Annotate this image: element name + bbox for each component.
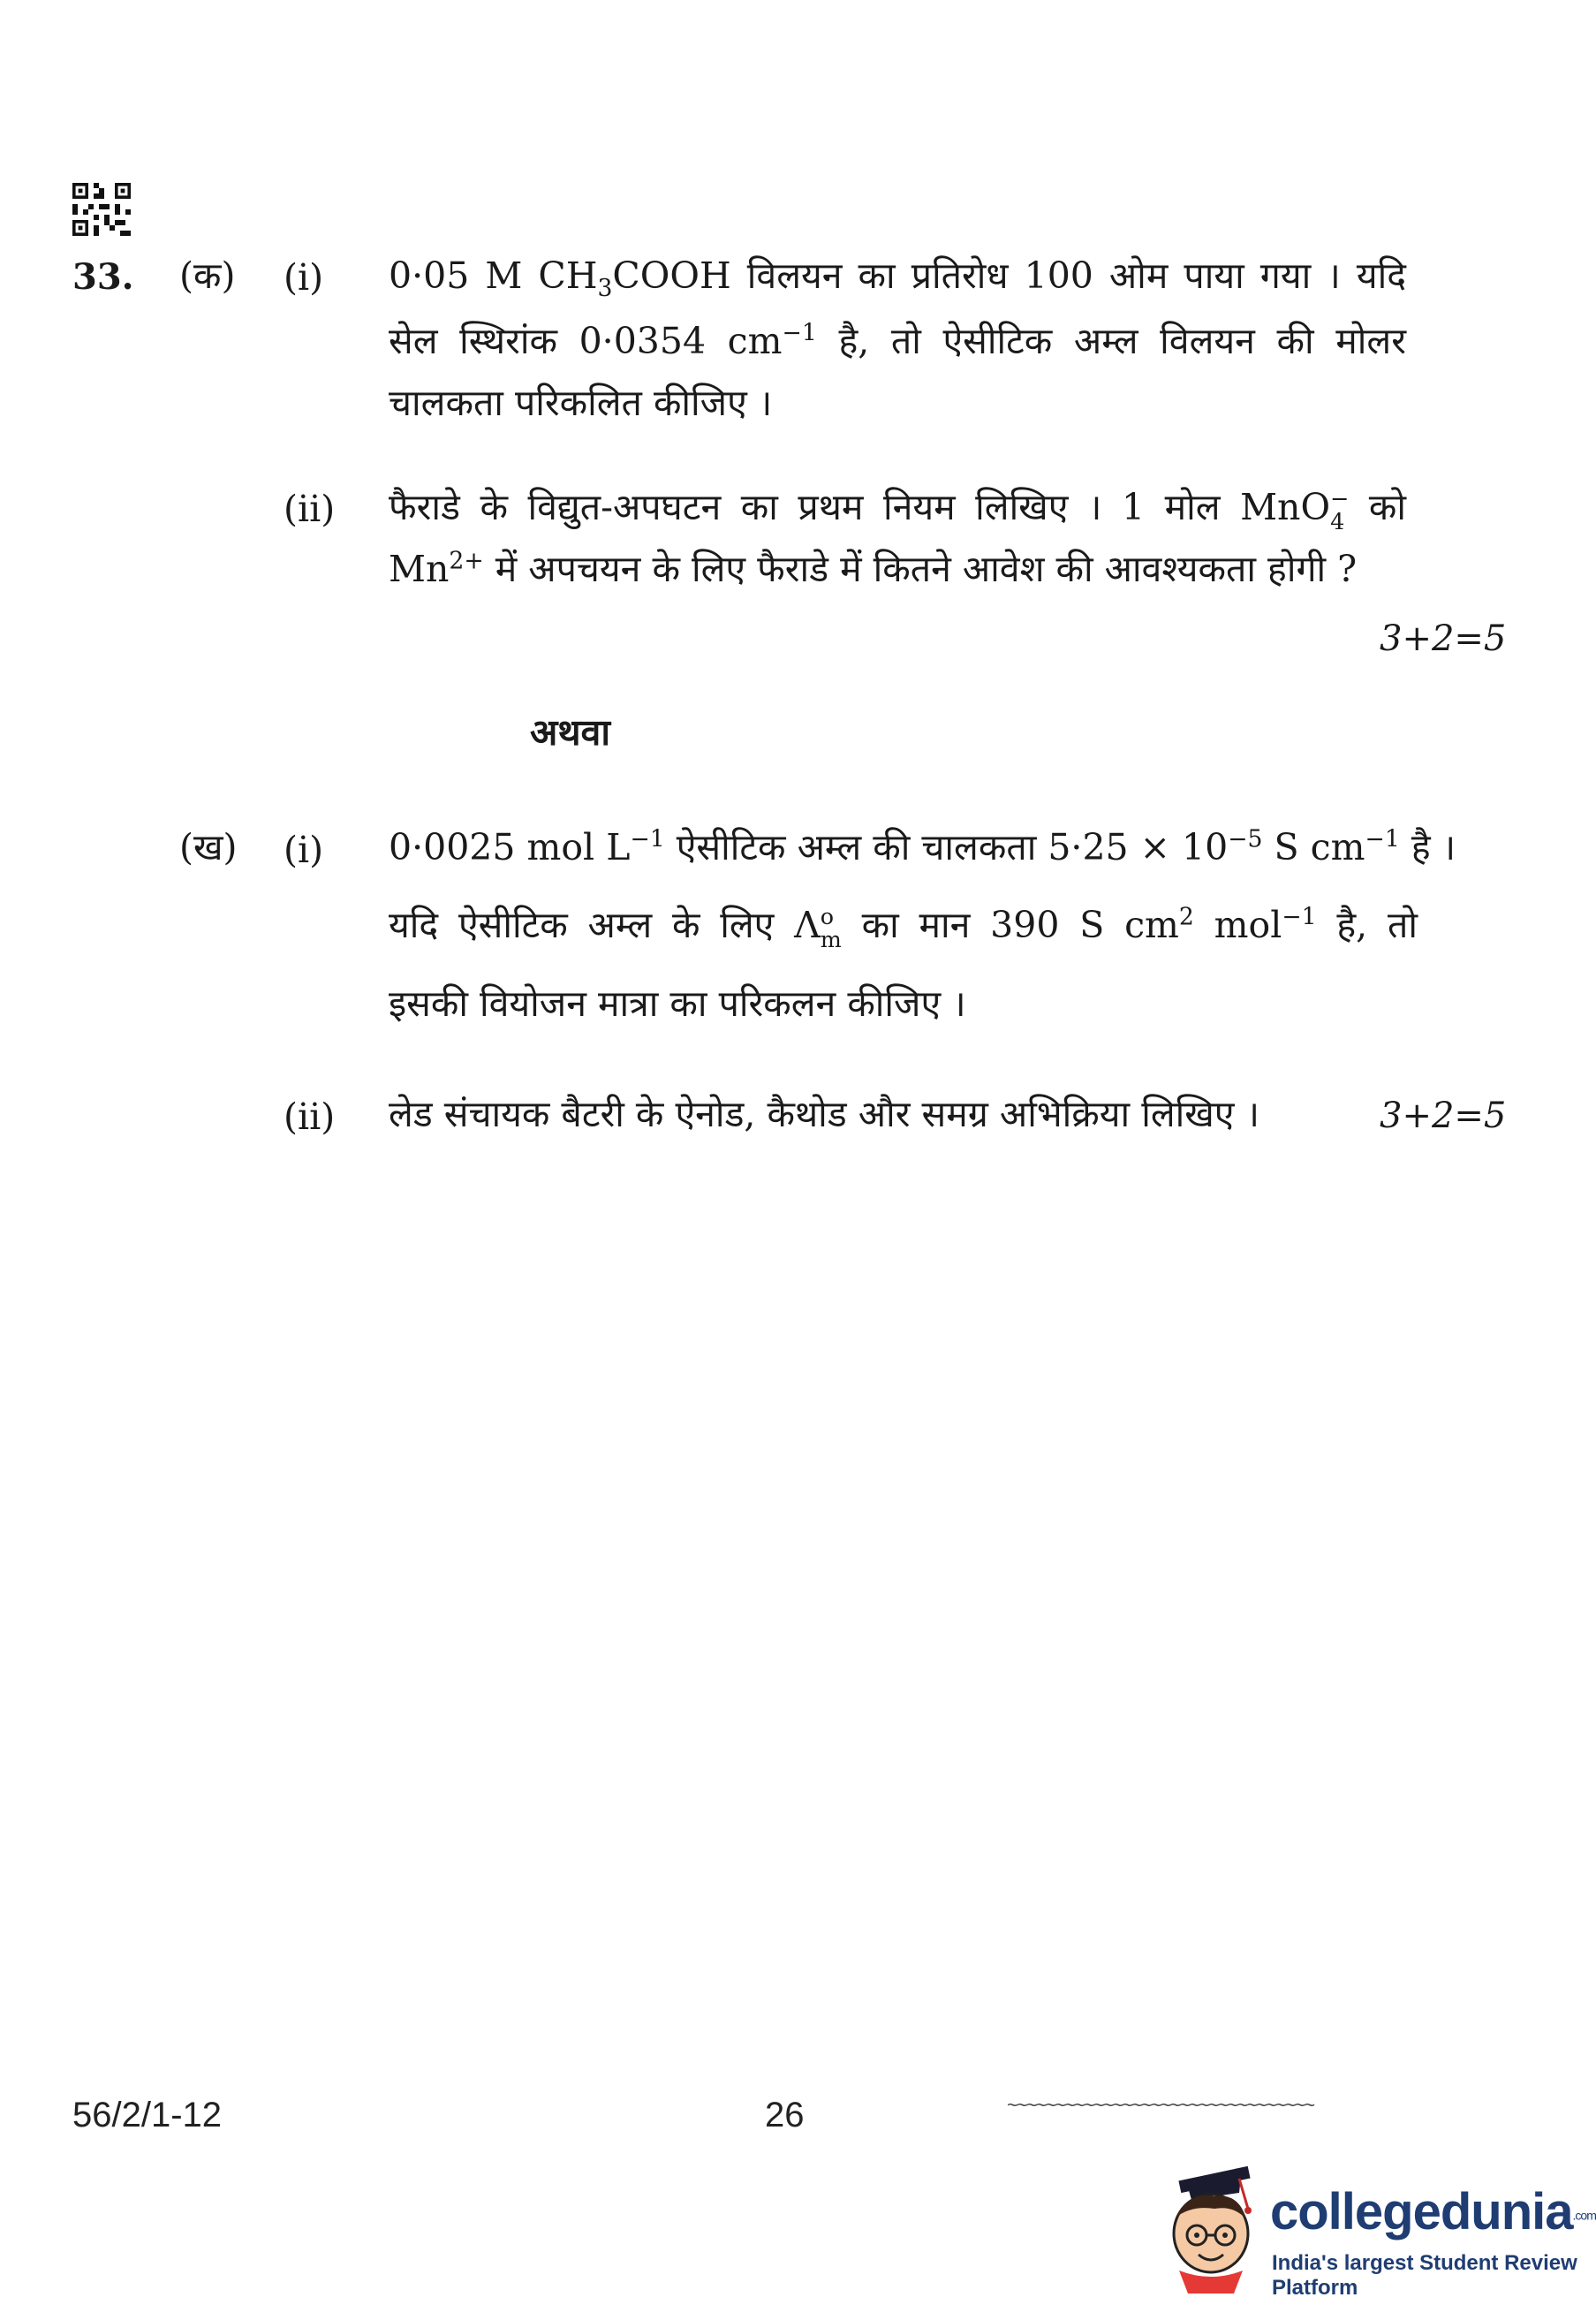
part-b-label: (ख)	[179, 826, 238, 868]
part-b-i-label: (i)	[284, 829, 324, 871]
qr-code	[72, 183, 131, 236]
part-a-i-line3: चालकता परिकलित कीजिए ।	[389, 382, 773, 424]
part-a-ii-label: (ii)	[284, 488, 336, 530]
part-a-label: (क)	[179, 254, 236, 297]
part-a-i-line2: सेल स्थिरांक 0·0354 $cm^{-1}$ है, तो ऐसीटिक अम्ल विलयन की मोलर	[389, 319, 1406, 362]
part-a-ii-line2: $Mn^{2+}$ में अपचयन के लिए फैराडे में कितने आवेश की आवश्यकता होगी ?	[389, 547, 1358, 590]
footer-squiggle: ~~~~~~~~~~~~~~~~~~~~~~~~~~~~~~~~	[1007, 2094, 1314, 2116]
brand-name: collegedunia.com	[1270, 2183, 1596, 2240]
brand-tagline: India's largest Student Review Platform	[1272, 2251, 1577, 2300]
question-number: 33.	[72, 256, 134, 298]
part-b-i-line2: यदि ऐसीटिक अम्ल के लिए Λ o m का मान 390 S $cm^2$ mol$^{-1}$ है, तो	[389, 903, 1418, 952]
part-a-i-line1: 0·05 M $CH_3COOH$ विलयन का प्रतिरोध 100 ओम पाया गया । यदि	[389, 254, 1406, 303]
part-a-marks: 3+2=5	[1380, 618, 1507, 659]
part-b-ii-label: (ii)	[284, 1096, 336, 1138]
part-b-ii-text: लेड संचायक बैटरी के ऐनोड, कैथोड और समग्र अभिक्रिया लिखिए ।	[389, 1093, 1260, 1135]
mascot-logo-icon	[1153, 2165, 1267, 2297]
part-a-i-label: (i)	[284, 256, 324, 299]
paper-code: 56/2/1-12	[72, 2096, 223, 2134]
part-b-i-line1: 0·0025 mol $L^{-1}$ ऐसीटिक अम्ल की चालकता $5\cdot 25 \times 10^{-5}$ S $cm^{-1}$ है ।	[389, 825, 1456, 868]
part-b-marks: 3+2=5	[1380, 1096, 1507, 1136]
part-b-i-line3: इसकी वियोजन मात्रा का परिकलन कीजिए ।	[389, 982, 966, 1025]
or-label: अथवा	[530, 711, 610, 754]
page-number: 26	[765, 2096, 805, 2134]
part-a-ii-line1: फैराडे के विद्युत-अपघटन का प्रथम नियम लिखिए । 1 मोल MnO − 4 को	[389, 485, 1407, 535]
